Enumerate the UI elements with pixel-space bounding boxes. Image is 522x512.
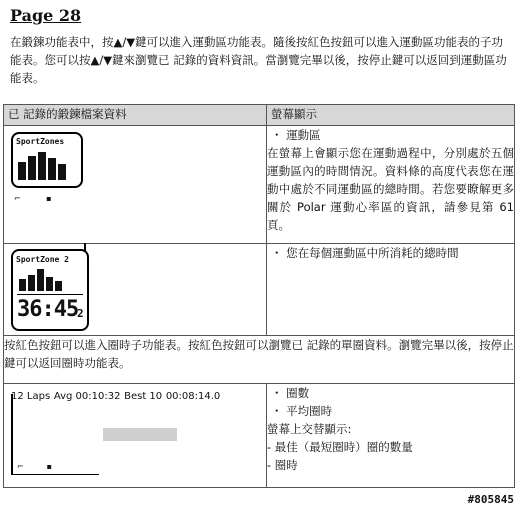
lcd-sportzones — [11, 132, 83, 188]
zone-bar — [38, 152, 46, 180]
note-cell: 按紅色按鈕可以進入圈時子功能表。按紅色按鈕可以瀏覽已 記錄的單圈資料。瀏覽完畢以後，按停止鍵可以返回圈時功能表。 — [4, 336, 515, 384]
intro-paragraph: 在鍛鍊功能表中，按▲/▼鍵可以進入運動區功能表。隨後按紅色按鈕可以進入運動區功能表的子功能表。您可以按▲/▼鍵來瀏覽已 記錄的資料資訊。當瀏覽完畢以後，按停止鍵可以返回到運動區功能表。 — [10, 35, 507, 85]
table-row — [4, 126, 515, 244]
lcd-avg: Avg 00:10:32 — [53, 391, 121, 402]
zone-bar — [46, 277, 53, 291]
page-title: Page 28 — [10, 6, 82, 25]
bullet-label: ・ 圈數 — [271, 386, 310, 400]
zone-bar — [28, 156, 36, 180]
data-table — [3, 104, 515, 488]
document-id-stamp: #805845 — [467, 493, 514, 506]
zone-bar — [58, 164, 66, 180]
divider — [17, 294, 83, 295]
zone-bar — [37, 269, 44, 291]
lcd-zone-number: 2 — [77, 307, 84, 320]
lcd-sportzone2 — [11, 249, 89, 331]
header-right: 螢幕顯示 — [267, 105, 515, 126]
alt-note: 螢幕上交替顯示: — [267, 422, 352, 436]
lcd-best-time-box — [103, 428, 177, 441]
screen-cell — [4, 384, 267, 488]
lcd-laps — [11, 388, 251, 484]
detail-line: - 圈時 — [267, 458, 298, 472]
lcd-best: Best 10 — [124, 391, 163, 402]
description: 在螢幕上會顯示您在運動過程中，分別處於五個運動區內的時間情況。資料條的高度代表您在運動中處於不同運動區的總時間。若您要瞭解更多關於 Polar 運動心率區的資訊，請參見第 61 頁。 — [267, 146, 514, 232]
lcd-time: 36:45 — [17, 297, 79, 322]
lcd-laps-count: 12 Laps — [11, 391, 51, 402]
bullet-label: ・ 您在每個運動區中所消耗的總時間 — [271, 246, 459, 260]
bullet-label: ・ 平均圈時 — [271, 404, 333, 418]
zone-bar — [48, 158, 56, 180]
lcd-label: SportZones — [16, 137, 65, 146]
screen-cell — [4, 244, 267, 336]
bullet-label: ・ 運動區 — [271, 128, 321, 142]
table-row — [4, 384, 515, 488]
zone-bar — [19, 279, 26, 291]
screen-cell — [4, 126, 267, 244]
zone-bar — [18, 162, 26, 180]
detail-line: - 最佳（最短圈時）圈的數量 — [267, 440, 413, 454]
note-row — [4, 336, 515, 384]
lcd-label: SportZone 2 — [16, 255, 69, 264]
table-row — [4, 244, 515, 336]
lcd-bottom-icons: ⌐ ▪ — [14, 194, 52, 203]
zone-bar — [28, 275, 35, 291]
desc-cell — [267, 126, 515, 244]
desc-cell — [267, 244, 515, 336]
lcd-best-time: 00:08:14.0 — [165, 391, 221, 402]
table-header-row — [4, 105, 515, 126]
header-left: 已 記錄的鍛鍊檔案資料 — [4, 105, 267, 126]
desc-cell — [267, 384, 515, 488]
zone-bar — [55, 281, 62, 291]
lcd-bottom-icons: ⌐ ▪ — [17, 462, 53, 471]
